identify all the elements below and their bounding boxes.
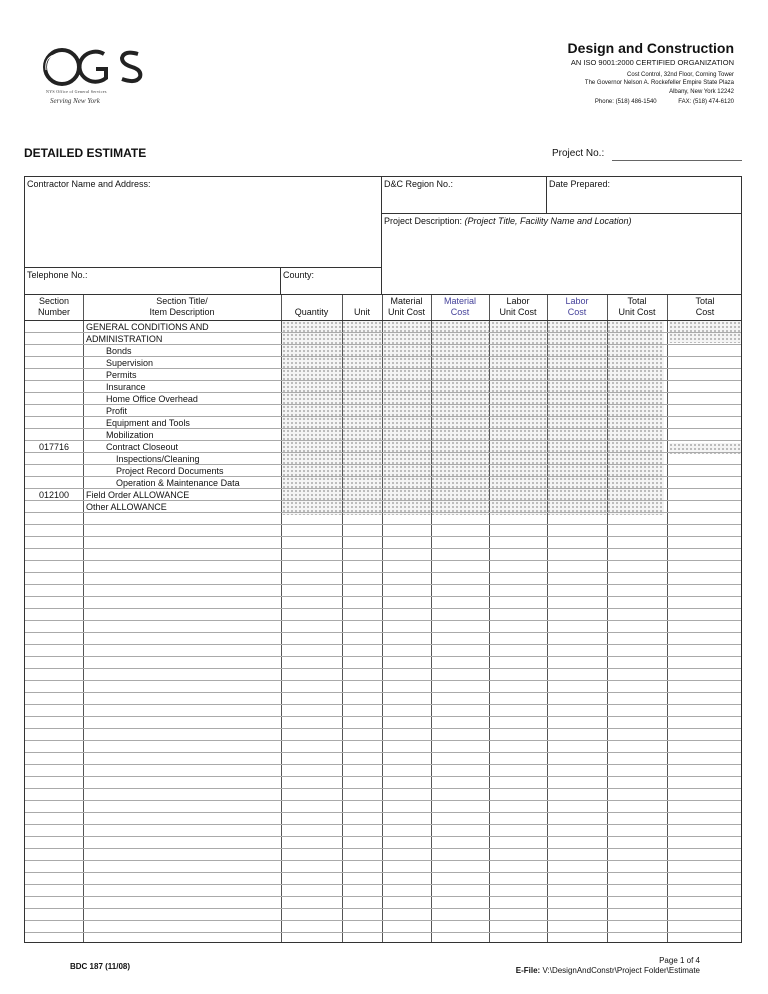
row-rule [25, 836, 741, 837]
col-header-line: Total [695, 296, 715, 306]
item-inspections-cleaning: Inspections/Cleaning [116, 454, 200, 464]
row-rule [25, 764, 741, 765]
item-contract-closeout: Contract Closeout [106, 442, 179, 452]
row-rule [25, 644, 741, 645]
item-operation-maintenance: Operation & Maintenance Data [116, 478, 240, 488]
row-rule [25, 428, 741, 429]
row-rule [25, 332, 741, 333]
col-header-total-cost [667, 296, 742, 318]
col-header-line: Section [38, 296, 70, 306]
item-insurance: Insurance [106, 382, 146, 392]
row-rule [25, 824, 741, 825]
form-code: BDC 187 (11/08) [70, 962, 131, 971]
row-rule [25, 488, 741, 489]
col-header-line: Cost [567, 307, 587, 317]
row-rule [25, 440, 741, 441]
row-rule [25, 704, 741, 705]
item-administration: ADMINISTRATION [86, 334, 163, 344]
logo-tagline: Serving New York [50, 97, 100, 105]
efile-value: V:\DesignAndConstr\Project Folder\Estimate [542, 966, 700, 975]
contractor-label: Contractor Name and Address: [27, 179, 151, 189]
row-rule [25, 932, 741, 933]
row-rule [25, 464, 741, 465]
county-field[interactable] [280, 267, 382, 295]
item-permits: Permits [106, 370, 137, 380]
row-rule [25, 740, 741, 741]
col-header-line: Number [37, 307, 70, 317]
row-rule [25, 404, 741, 405]
row-rule [25, 608, 741, 609]
row-rule [25, 560, 741, 561]
section-number: 012100 [38, 490, 70, 500]
col-header-line: Cost [695, 307, 715, 317]
estimate-table [24, 294, 742, 943]
project-description-field[interactable] [381, 213, 742, 295]
row-rule [25, 920, 741, 921]
row-rule [25, 908, 741, 909]
page-number: Page 1 of 4 [659, 956, 700, 965]
project-description-label [384, 216, 632, 226]
row-rule [25, 788, 741, 789]
col-header-material-cost [431, 296, 489, 318]
item-bonds: Bonds [106, 346, 132, 356]
row-rule [25, 380, 741, 381]
row-rule [25, 392, 741, 393]
col-header-unit: Unit [353, 307, 370, 317]
efile-label: E-File: [515, 966, 541, 975]
row-rule [25, 728, 741, 729]
row-rule [25, 848, 741, 849]
section-number: 017716 [38, 442, 70, 452]
row-rule [25, 584, 741, 585]
row-rule [25, 776, 741, 777]
efile-path [516, 966, 700, 975]
col-header-total-unit-cost [607, 296, 667, 318]
col-header-section-title [83, 296, 281, 318]
item-equipment-tools: Equipment and Tools [106, 418, 190, 428]
row-rule [25, 884, 741, 885]
county-label: County: [283, 270, 315, 280]
row-rule [25, 344, 741, 345]
project-description-label-text: Project Description: [384, 216, 463, 226]
address-line-2: The Governor Nelson A. Rockefeller Empire State Plaza [584, 80, 734, 86]
row-rule [25, 536, 741, 537]
item-mobilization: Mobilization [106, 430, 154, 440]
item-other-allowance: Other ALLOWANCE [86, 502, 167, 512]
row-rule [25, 692, 741, 693]
project-no-field[interactable] [612, 160, 742, 161]
item-supervision: Supervision [106, 358, 154, 368]
row-rule [25, 872, 741, 873]
col-header-line: Cost [450, 307, 470, 317]
contact-line [595, 99, 734, 105]
col-header-line: Unit Cost [618, 307, 656, 317]
address-line-1: Cost Control, 32nd Floor, Corning Tower [627, 72, 734, 78]
row-rule [25, 476, 741, 477]
col-header-material-unit-cost [382, 296, 431, 318]
col-header-line: Labor [506, 296, 530, 306]
col-header-labor-unit-cost [489, 296, 547, 318]
item-general-conditions: GENERAL CONDITIONS AND [86, 322, 209, 332]
row-rule [25, 632, 741, 633]
row-rule [25, 548, 741, 549]
phone-number: Phone: (518) 486-1540 [594, 99, 657, 105]
row-rule [25, 596, 741, 597]
row-rule [25, 356, 741, 357]
org-title: Design and Construction [567, 40, 734, 56]
ogs-logo [40, 42, 150, 105]
col-header-line: Item Description [149, 307, 215, 317]
col-header-labor-cost [547, 296, 607, 318]
item-profit: Profit [106, 406, 128, 416]
ogs-logo-mark [40, 42, 150, 90]
page-title: DETAILED ESTIMATE [24, 146, 147, 160]
col-header-line: Total [627, 296, 647, 306]
row-rule [25, 716, 741, 717]
row-rule [25, 800, 741, 801]
project-description-hint: (Project Title, Facility Name and Location) [464, 216, 632, 226]
row-rule [25, 416, 741, 417]
address-line-3: Albany, New York 12242 [669, 89, 734, 95]
col-header-line: Section Title/ [156, 296, 208, 306]
shaded-qty-unit [282, 321, 382, 515]
row-rule [25, 620, 741, 621]
row-rule [25, 500, 741, 501]
row-rule [25, 668, 741, 669]
region-label: D&C Region No.: [384, 179, 454, 189]
fax-number: FAX: (518) 474-6120 [678, 99, 734, 105]
row-rule [25, 452, 741, 453]
row-rule [25, 524, 741, 525]
row-rule [25, 680, 741, 681]
row-rule [25, 752, 741, 753]
date-prepared-label: Date Prepared: [549, 179, 611, 189]
region-field[interactable] [381, 176, 547, 214]
date-prepared-field[interactable] [546, 176, 742, 214]
col-header-line: Unit Cost [499, 307, 537, 317]
telephone-field[interactable] [24, 267, 281, 295]
iso-certification: AN ISO 9001:2000 CERTIFIED ORGANIZATION [570, 58, 734, 67]
row-rule [25, 896, 741, 897]
col-header-line: Material [443, 296, 476, 306]
row-rule [25, 512, 741, 513]
col-header-line: Labor [565, 296, 589, 306]
contractor-field[interactable] [24, 176, 382, 268]
col-header-line: Material [390, 296, 423, 306]
item-project-record-documents: Project Record Documents [116, 466, 224, 476]
shaded-cost-columns [383, 321, 664, 515]
item-field-order-allowance: Field Order ALLOWANCE [86, 490, 190, 500]
row-rule [25, 572, 741, 573]
col-header-line: Unit Cost [387, 307, 425, 317]
item-home-office-overhead: Home Office Overhead [106, 394, 198, 404]
col-header-quantity: Quantity [294, 307, 329, 317]
logo-agency: NYS Office of General Services [46, 89, 107, 94]
col-header-section-number [25, 296, 83, 318]
row-rule [25, 860, 741, 861]
row-rule [25, 368, 741, 369]
row-rule [25, 656, 741, 657]
telephone-label: Telephone No.: [27, 270, 88, 280]
row-rule [25, 812, 741, 813]
project-no-label: Project No.: [552, 148, 605, 159]
